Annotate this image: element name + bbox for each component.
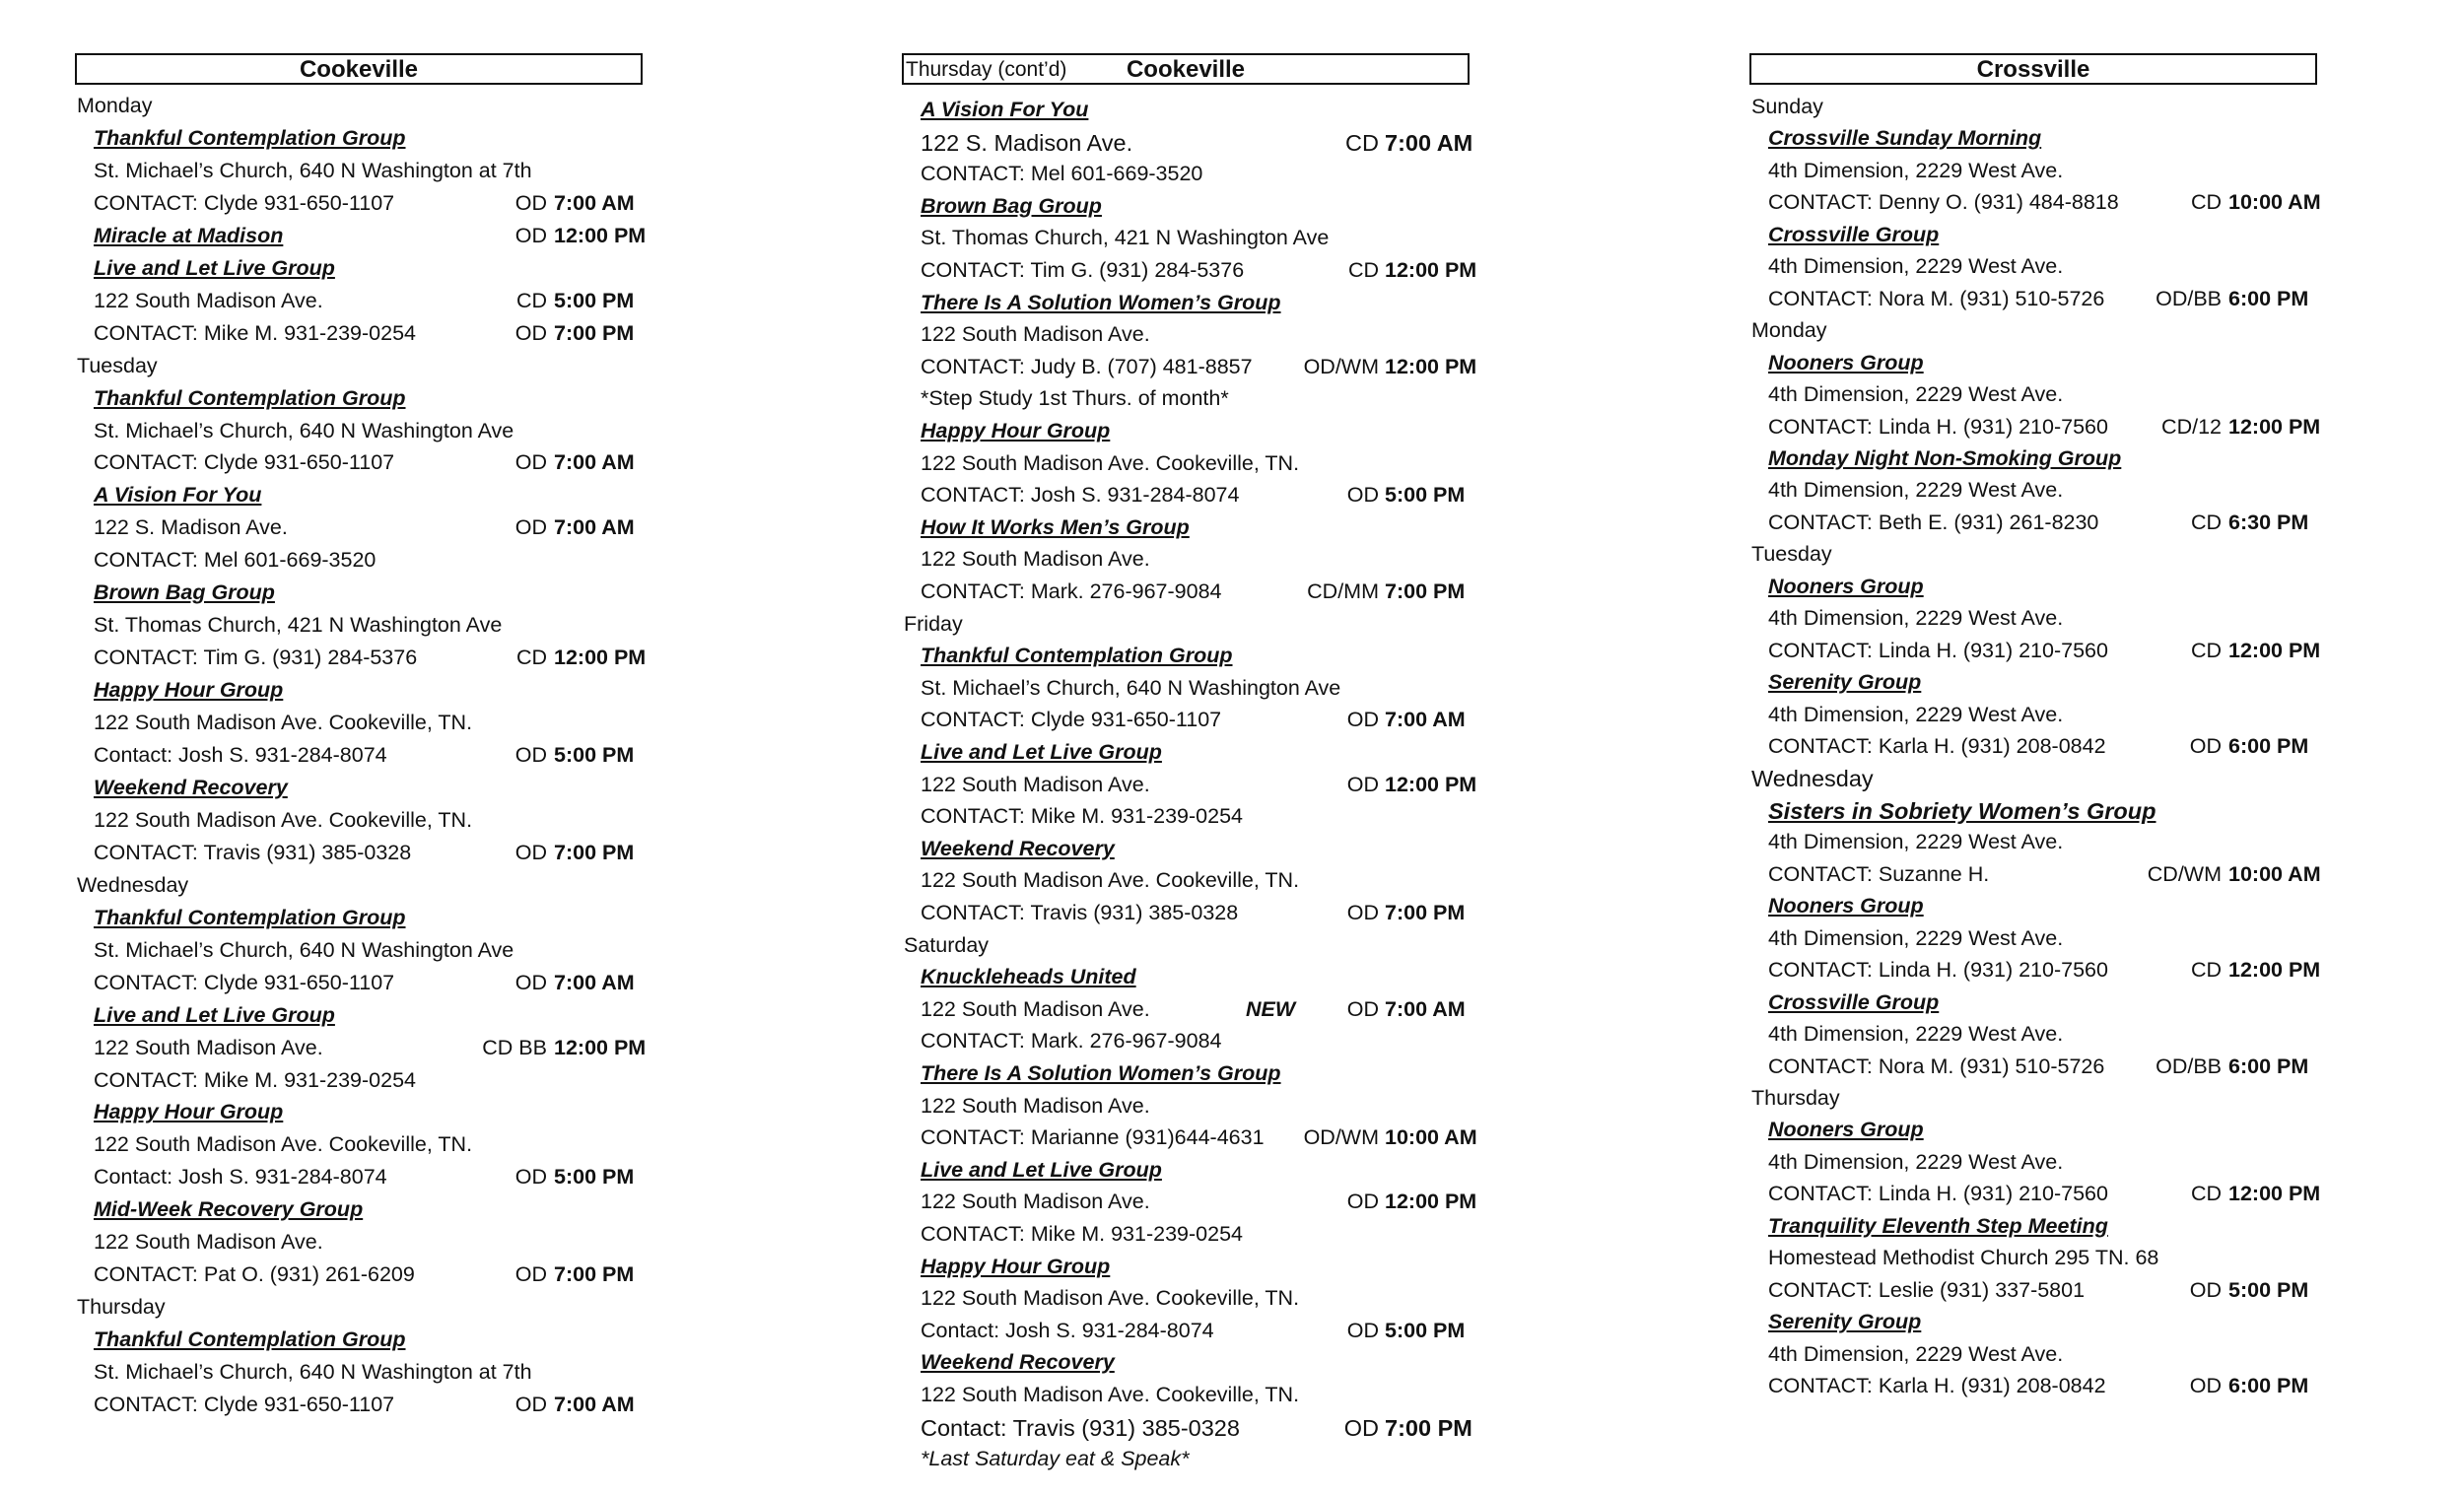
group-name: Thankful Contemplation Group (94, 125, 406, 150)
meeting-time: 12:00 PM (554, 646, 647, 670)
info-text: Homestead Methodist Church 295 TN. 68 (1768, 1246, 2159, 1270)
info-text: CONTACT: Mike M. 931-239-0254 (921, 1222, 1243, 1246)
group-name: Live and Let Live Group (94, 1002, 335, 1027)
meeting-type-code: OD (1343, 1414, 1379, 1441)
meeting-time: 7:00 AM (554, 450, 635, 475)
info-text: CONTACT: Mike M. 931-239-0254 (94, 1067, 416, 1092)
group-name: Thankful Contemplation Group (94, 385, 406, 410)
group-name: Live and Let Live Group (94, 255, 335, 280)
contact-row (94, 1036, 647, 1067)
contact-row (94, 971, 647, 1002)
meeting-type-code: CD (2190, 1182, 2222, 1206)
contact-text: CONTACT: Nora M. (931) 510-5726 (1768, 1054, 2105, 1078)
contact-row (1768, 510, 2321, 542)
group-name: Crossville Sunday Morning (1768, 126, 2042, 151)
info-text: St. Thomas Church, 421 N Washington Ave (94, 613, 503, 638)
contact-text: CONTACT: Mark. 276-967-9084 (921, 579, 1222, 603)
group-name: Happy Hour Group (921, 419, 1111, 442)
group-name: Thankful Contemplation Group (94, 1327, 406, 1352)
meeting-time: 7:00 PM (554, 320, 635, 345)
contact-text: CONTACT: Nora M. (931) 510-5726 (1768, 286, 2105, 310)
group-name: Nooners Group (1768, 350, 1924, 374)
contact-row (1768, 639, 2321, 670)
day-label: Monday (1751, 318, 1827, 343)
meeting-time: 6:00 PM (2228, 734, 2309, 758)
meeting-time: 7:00 AM (1385, 708, 1466, 732)
info-text: 122 South Madison Ave. (921, 322, 1150, 347)
info-text: CONTACT: Mel 601-669-3520 (921, 162, 1203, 186)
info-text: St. Michael’s Church, 640 N Washington Ave (94, 937, 514, 962)
contact-row (1768, 1182, 2321, 1213)
contact-text: CONTACT: Karla H. (931) 208-0842 (1768, 1374, 2106, 1397)
contact-text: CONTACT: Clyde 931-650-1107 (94, 970, 395, 994)
info-text: CONTACT: Mel 601-669-3520 (94, 548, 376, 573)
meeting-time: 6:00 PM (2228, 286, 2309, 310)
meeting-time: 7:00 AM (1385, 129, 1473, 156)
contact-row (94, 191, 647, 223)
contact-row (921, 708, 1473, 739)
meeting-time: 12:00 PM (2228, 958, 2321, 983)
contact-text: CONTACT: Judy B. (707) 481-8857 (921, 354, 1253, 378)
contact-text: CONTACT: Clyde 931-650-1107 (921, 708, 1222, 732)
day-label: Thursday (77, 1295, 166, 1320)
meeting-type-code: OD (514, 223, 547, 247)
meeting-time: 10:00 AM (2228, 861, 2321, 886)
meeting-type-code: OD/BB (2156, 286, 2222, 310)
contact-row (1768, 287, 2321, 318)
group-name: Nooners Group (1768, 574, 1924, 598)
day-label: Tuesday (1751, 542, 1832, 567)
day-label: Tuesday (77, 353, 158, 377)
meeting-type-code: OD (1346, 772, 1379, 796)
info-text: 4th Dimension, 2229 West Ave. (1768, 158, 2064, 182)
contact-row (94, 1262, 647, 1294)
group-name: Crossville Group (1768, 989, 1940, 1014)
info-text: St. Thomas Church, 421 N Washington Ave (921, 226, 1330, 250)
meeting-type-code: OD (514, 1393, 547, 1416)
meeting-type-code: CD/MM (1307, 579, 1379, 603)
contact-text: CONTACT: Travis (931) 385-0328 (921, 901, 1239, 924)
group-name: Thankful Contemplation Group (921, 644, 1233, 668)
info-text: 4th Dimension, 2229 West Ave. (1768, 254, 2064, 279)
group-name: Weekend Recovery (921, 836, 1115, 860)
contact-text: 122 S. Madison Ave. (921, 129, 1133, 156)
group-name: Happy Hour Group (921, 1254, 1111, 1278)
contact-text: CONTACT: Travis (931) 385-0328 (94, 840, 412, 864)
meeting-type-code: OD (1346, 1318, 1379, 1342)
meeting-time: 7:00 AM (554, 1393, 635, 1416)
contact-row (1768, 1278, 2321, 1310)
meeting-type-code: CD BB (482, 1035, 547, 1059)
group-name: Live and Let Live Group (921, 1157, 1162, 1182)
group-name: There Is A Solution Women’s Group (921, 1061, 1281, 1085)
day-label: Sunday (1751, 95, 1823, 118)
meeting-type-code: OD (514, 840, 547, 864)
group-name: Mid-Week Recovery Group (94, 1197, 364, 1222)
meeting-type-code: CD (2190, 510, 2222, 534)
info-text: St. Michael’s Church, 640 N Washington Ave (921, 675, 1341, 700)
meeting-time: 10:00 AM (2228, 190, 2321, 215)
info-text: 4th Dimension, 2229 West Ave. (1768, 478, 2064, 503)
group-name: Happy Hour Group (94, 678, 284, 703)
header-prefix: Thursday (cont’d) (906, 58, 1067, 81)
contact-text: 122 South Madison Ave. (94, 288, 323, 312)
contact-row (94, 1165, 647, 1196)
contact-row (94, 450, 647, 482)
contact-text: CONTACT: Leslie (931) 337-5801 (1768, 1277, 2086, 1302)
contact-row (921, 258, 1477, 290)
group-name: Happy Hour Group (94, 1100, 284, 1124)
day-label: Monday (77, 94, 153, 117)
contact-text: CONTACT: Josh S. 931-284-8074 (921, 483, 1240, 508)
meeting-time: 6:30 PM (2228, 510, 2309, 534)
contact-row (94, 321, 647, 353)
contact-text: Contact: Josh S. 931-284-8074 (94, 743, 387, 767)
meeting-type-code: OD (1346, 996, 1379, 1021)
group-name: Brown Bag Group (921, 193, 1102, 218)
contact-text: CONTACT: Linda H. (931) 210-7560 (1768, 414, 2108, 439)
contact-row (94, 646, 647, 677)
info-text: 4th Dimension, 2229 West Ave. (1768, 1022, 2064, 1047)
group-name: Crossville Group (1768, 222, 1940, 246)
meeting-time: 6:00 PM (2228, 1054, 2309, 1078)
day-label: Wednesday (1751, 766, 1874, 792)
day-label: Thursday (1751, 1085, 1840, 1110)
meeting-time: 12:00 PM (1385, 1190, 1477, 1214)
info-text: St. Michael’s Church, 640 N Washington Ave (94, 418, 514, 442)
meeting-time: 12:00 PM (2228, 1182, 2321, 1206)
meeting-time: 7:00 AM (554, 515, 635, 540)
contact-text: CONTACT: Linda H. (931) 210-7560 (1768, 1182, 2108, 1206)
group-name: Monday Night Non-Smoking Group (1768, 445, 2122, 470)
meeting-type-code: OD (2189, 1277, 2222, 1302)
contact-text: CONTACT: Marianne (931)644-4631 (921, 1125, 1265, 1150)
group-name: Miracle at Madison (94, 223, 284, 247)
contact-row (94, 743, 647, 775)
info-text: 4th Dimension, 2229 West Ave. (1768, 830, 2064, 854)
column-header: Thursday (cont’d) Cookeville (902, 53, 1470, 85)
column-header: Cookeville (75, 53, 643, 85)
info-text: 122 South Madison Ave. Cookeville, TN. (94, 711, 473, 735)
info-text: *Step Study 1st Thurs. of month* (921, 386, 1229, 411)
meeting-type-code: OD/BB (2156, 1054, 2222, 1078)
group-name: Brown Bag Group (94, 580, 275, 605)
meeting-time: 12:00 PM (2228, 414, 2321, 439)
contact-text: CONTACT: Tim G. (931) 284-5376 (94, 646, 418, 670)
contact-row (94, 515, 647, 547)
contact-text: CONTACT: Linda H. (931) 210-7560 (1768, 958, 2108, 983)
meeting-time: 7:00 AM (1385, 996, 1466, 1021)
contact-text: CONTACT: Clyde 931-650-1107 (94, 190, 395, 215)
meeting-type-code: CD (2190, 638, 2222, 662)
contact-row (1768, 1374, 2321, 1405)
meeting-time: 7:00 PM (1385, 1414, 1472, 1441)
info-text: CONTACT: Mike M. 931-239-0254 (921, 804, 1243, 829)
group-name: Weekend Recovery (94, 775, 288, 799)
group-name: Nooners Group (1768, 894, 1924, 918)
contact-row (1768, 734, 2321, 766)
group-name: Weekend Recovery (921, 1350, 1115, 1375)
info-text: 4th Dimension, 2229 West Ave. (1768, 1341, 2064, 1366)
meeting-type-code: OD (514, 190, 547, 215)
info-text: CONTACT: Mark. 276-967-9084 (921, 1029, 1222, 1054)
info-text: 122 South Madison Ave. Cookeville, TN. (921, 1286, 1300, 1311)
info-text: 122 South Madison Ave. Cookeville, TN. (921, 450, 1300, 475)
meeting-time: 10:00 AM (1385, 1125, 1477, 1150)
info-text: 122 South Madison Ave. (921, 547, 1150, 572)
contact-text: CONTACT: Clyde 931-650-1107 (94, 1393, 395, 1416)
contact-row (94, 841, 647, 872)
meeting-type-code: OD (2189, 734, 2222, 758)
info-text: 122 South Madison Ave. Cookeville, TN. (94, 807, 473, 832)
info-text: 122 South Madison Ave. Cookeville, TN. (921, 1383, 1300, 1406)
meeting-type-code: OD (514, 1262, 547, 1287)
meeting-time: 5:00 PM (2228, 1277, 2309, 1302)
contact-row (921, 1415, 1473, 1447)
info-text: 122 South Madison Ave. (921, 1093, 1150, 1118)
meeting-type-code: OD (514, 320, 547, 345)
contact-row (1768, 415, 2321, 446)
info-text: 122 South Madison Ave. Cookeville, TN. (921, 868, 1300, 893)
meeting-time: 7:00 PM (554, 1262, 635, 1287)
info-text: St. Michael’s Church, 640 N Washington at 7th (94, 1360, 532, 1385)
contact-row (921, 997, 1473, 1029)
contact-text: CONTACT: Denny O. (931) 484-8818 (1768, 190, 2119, 215)
meeting-type-code: OD/WM (1303, 1125, 1379, 1150)
meeting-time: 12:00 PM (2228, 638, 2321, 662)
info-text: 4th Dimension, 2229 West Ave. (1768, 702, 2064, 726)
contact-row (921, 483, 1473, 514)
contact-text: CONTACT: Suzanne H. (1768, 861, 1990, 886)
group-name: How It Works Men’s Group (921, 514, 1190, 539)
meeting-time: 5:00 PM (1385, 1318, 1466, 1342)
meeting-type-code: OD (1346, 483, 1379, 508)
contact-text: CONTACT: Pat O. (931) 261-6209 (94, 1262, 415, 1287)
group-name: Live and Let Live Group (921, 740, 1162, 764)
group-name: Tranquility Eleventh Step Meeting (1768, 1213, 2108, 1238)
meeting-time: 5:00 PM (554, 288, 635, 312)
info-text: 4th Dimension, 2229 West Ave. (1768, 606, 2064, 631)
contact-row (921, 579, 1473, 611)
contact-row (1768, 862, 2321, 894)
group-name: Sisters in Sobriety Women’s Group (1768, 797, 2156, 824)
contact-row (921, 130, 1473, 162)
meeting-time: 7:00 PM (1385, 579, 1466, 603)
meeting-type-code: OD (2189, 1374, 2222, 1397)
contact-row (921, 772, 1477, 804)
meeting-type-code: OD (1346, 708, 1379, 732)
contact-text: 122 S. Madison Ave. (94, 515, 288, 540)
contact-text: Contact: Josh S. 931-284-8074 (921, 1318, 1214, 1342)
meeting-type-code: OD (514, 743, 547, 767)
meeting-type-code: CD/WM (2147, 861, 2222, 886)
meeting-time: 5:00 PM (554, 1165, 635, 1190)
group-row (94, 224, 647, 255)
meeting-type-code: CD (515, 288, 547, 312)
note-text: *Last Saturday eat & Speak* (921, 1447, 1190, 1471)
contact-row (921, 1319, 1473, 1350)
meeting-type-code: OD/WM (1303, 354, 1379, 378)
contact-text: CONTACT: Karla H. (931) 208-0842 (1768, 734, 2106, 758)
contact-text: Contact: Josh S. 931-284-8074 (94, 1165, 387, 1190)
contact-text: 122 South Madison Ave. (921, 996, 1150, 1021)
meeting-time: 6:00 PM (2228, 1374, 2309, 1397)
contact-row (921, 354, 1477, 386)
meeting-type-code: OD (514, 970, 547, 994)
meeting-type-code: CD (515, 646, 547, 670)
group-name: A Vision For You (921, 98, 1089, 121)
group-name: Serenity Group (1768, 1310, 1922, 1334)
meeting-type-code: CD (2190, 190, 2222, 215)
meeting-type-code: OD (514, 515, 547, 540)
meeting-time: 12:00 PM (1385, 354, 1477, 378)
group-name: Nooners Group (1768, 1118, 1924, 1142)
day-label: Friday (904, 611, 963, 636)
group-name: A Vision For You (94, 483, 262, 508)
meeting-time: 7:00 AM (554, 970, 635, 994)
meeting-time: 5:00 PM (554, 743, 635, 767)
meeting-time: 5:00 PM (1385, 483, 1466, 508)
group-name: There Is A Solution Women’s Group (921, 290, 1281, 314)
new-badge: NEW (1246, 996, 1296, 1021)
meeting-time: 7:00 PM (1385, 901, 1466, 924)
meeting-type-code: CD/12 (2161, 414, 2222, 439)
contact-row (921, 1125, 1477, 1157)
contact-row (921, 1190, 1477, 1221)
group-name: Serenity Group (1768, 670, 1922, 695)
info-text: 122 South Madison Ave. (94, 1230, 323, 1255)
meeting-time: 7:00 AM (554, 190, 635, 215)
meeting-type-code: CD (2190, 958, 2222, 983)
meeting-time: 7:00 PM (554, 840, 635, 864)
day-label: Saturday (904, 932, 990, 957)
contact-text: CONTACT: Linda H. (931) 210-7560 (1768, 638, 2108, 662)
info-text: St. Michael’s Church, 640 N Washington at 7th (94, 158, 532, 182)
day-label: Wednesday (77, 872, 189, 897)
contact-text: CONTACT: Clyde 931-650-1107 (94, 450, 395, 475)
contact-row (94, 1393, 647, 1424)
group-name: Thankful Contemplation Group (94, 905, 406, 929)
contact-text: 122 South Madison Ave. (921, 1190, 1150, 1214)
contact-row (94, 289, 647, 320)
meeting-type-code: OD (514, 1165, 547, 1190)
contact-row (1768, 190, 2321, 222)
contact-text: CONTACT: Tim G. (931) 284-5376 (921, 258, 1245, 282)
meeting-time: 12:00 PM (1385, 772, 1477, 796)
contact-text: CONTACT: Beth E. (931) 261-8230 (1768, 510, 2099, 534)
info-text: 122 South Madison Ave. Cookeville, TN. (94, 1132, 473, 1157)
column-header: Crossville (1749, 53, 2317, 85)
group-name: Knuckleheads United (921, 965, 1136, 989)
meeting-type-code: OD (514, 450, 547, 475)
meeting-time: 12:00 PM (554, 1035, 647, 1059)
info-text: 4th Dimension, 2229 West Ave. (1768, 382, 2064, 407)
meeting-type-code: CD (1347, 258, 1379, 282)
meeting-type-code: OD (1346, 1190, 1379, 1214)
contact-text: 122 South Madison Ave. (921, 772, 1150, 796)
meeting-time: 12:00 PM (1385, 258, 1477, 282)
meeting-type-code: CD (1345, 129, 1379, 156)
meeting-time: 12:00 PM (554, 223, 647, 247)
contact-row (1768, 958, 2321, 989)
meeting-type-code: OD (1346, 901, 1379, 924)
contact-row (921, 901, 1473, 932)
info-text: 4th Dimension, 2229 West Ave. (1768, 925, 2064, 950)
contact-text: 122 South Madison Ave. (94, 1035, 323, 1059)
contact-row (1768, 1054, 2321, 1086)
info-text: 4th Dimension, 2229 West Ave. (1768, 1149, 2064, 1174)
contact-text: CONTACT: Mike M. 931-239-0254 (94, 320, 416, 345)
contact-text: Contact: Travis (931) 385-0328 (921, 1414, 1240, 1441)
